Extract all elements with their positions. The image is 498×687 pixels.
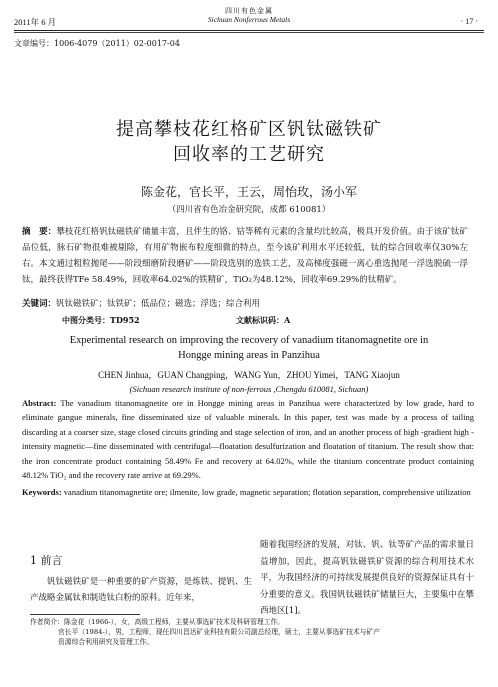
journal-name-en: Sichuan Nonferrous Metals bbox=[207, 15, 291, 24]
abstract-cn-text: 攀枝花红格钒钛磁铁矿储量丰富，且伴生的铬、钴等稀有元素的含量均比较高，极具开发价值。由于该矿钛矿品位低，脉石矿物很难被剔除，有用矿物嵌布粒度细微的特点，至今该矿利用水平还较低，钛的综合回收率仅30%左右。本文通过粗粒抛尾——阶段细磨阶段磨矿——阶段选别的选铁工艺，及高梯度强磁一离心重选抛尾一浮选脱硫一浮钛，最终获得TFe 58.49%，回收率64.02%的铁精矿，TiO₂为48.12%，回收率69.29%的钛精矿。 bbox=[22, 227, 468, 285]
title-line-1: 提高攀枝花红格矿区钒钛磁铁矿 bbox=[116, 119, 382, 140]
en-title-line-1: Experimental research on improving the recovery of vanadium titanomagnetite ore in bbox=[69, 335, 429, 346]
authors: 陈金花，官长平，王云，周怡玫，汤小军 bbox=[140, 185, 357, 199]
keywords-cn-text: 钒钛磁铁矿；钛铁矿；低品位；磁选；浮选；综合利用 bbox=[56, 299, 261, 309]
journal-name-cn: 四川有色金属 bbox=[225, 7, 273, 15]
keywords-en bbox=[22, 485, 474, 499]
article-number: 文章编号：1006-4079（2011）02-0017-04 bbox=[14, 39, 180, 48]
keywords-cn-label: 关键词： bbox=[22, 299, 57, 309]
page-number: · 17 · bbox=[460, 17, 478, 26]
header-rule bbox=[14, 30, 484, 31]
abstract-en-text: The vanadium titanomagnetite ore in Hongge mining areas in Panzihua were characterized by low grade, hard to eliminate gangue minerals, fine disseminated size of valuable minerals. In this paper, test was made by a process of tailing discarding at a coarser size, stage closed circuits grinding and stage selection of iron, and an another process of high -gradient high -intensity magnetic—fine disseminated with centrifugal—floatation desulfurization and floatation of titanium. The result show that: the iron concentrate product containing 58.49% Fe and recovery at 64.02%, while the titanium concentrate product containing 48.12% TiO₂ and the recovery rate arrive at 69.29%. bbox=[22, 398, 474, 481]
abstract-en-label: Abstract: bbox=[22, 398, 57, 408]
en-title-line-2: Hongge mining areas in Panzihua bbox=[178, 350, 320, 361]
section-heading: 1 前言 bbox=[30, 554, 63, 567]
footnote-rule bbox=[30, 614, 140, 615]
clc-number: 中图分类号：TD952 bbox=[62, 315, 140, 325]
body-left-text: 钒钛磁铁矿是一种重要的矿产资源，是炼铁、提钒、生产战略金属钛和制造钛白粉的原料。近年来， bbox=[30, 577, 252, 603]
footnote-line-1: 作者简介：陈金花（1966-），女，高级工程师，主要从事选矿技术及科研管理工作。 bbox=[30, 618, 285, 626]
keywords-cn bbox=[22, 296, 468, 312]
document-code: 文献标识码：A bbox=[236, 315, 291, 325]
keywords-en-label: Keywords: bbox=[22, 487, 62, 498]
en-authors: CHEN Jinhua，GUAN Changping，WANG Yun，ZHOU Yimei，TANG Xiaojun bbox=[98, 370, 400, 380]
keywords-en-text: vanadium titanomagnetite ore; ilmenite, low grade, magnetic separation; flotation separation, comprehensive utilization bbox=[61, 487, 471, 498]
title-line-2: 回收率的工艺研究 bbox=[173, 144, 325, 165]
abstract-cn bbox=[22, 224, 468, 288]
issue-date: 2011年 6 月 bbox=[14, 17, 57, 27]
footnote-line-2: 官长平（1984-），男，工程师，现任四川昌达矿业科技有限公司副总经理，硕士，主要从事选矿技术与矿产 bbox=[58, 628, 381, 636]
affiliation: （四川省有色冶金研究院，成都 610081） bbox=[167, 205, 331, 215]
en-affiliation: (Sichuan research institute of non-ferrous ,Chengdu 610081, Sichuan) bbox=[129, 384, 369, 394]
abstract-cn-label: 摘 要： bbox=[22, 227, 57, 237]
body-left-column bbox=[30, 574, 252, 606]
body-right-text: 随着我国经济的发展，对钛、钒、钛等矿产品的需求量日益增加，因此，提高钒钛磁铁矿资源的综合利用技术水平，为我国经济的可持续发展提供良好的资源保证具有十分重要的意义。我国钒钛磁铁矿储量巨大，主要集中在攀西地区[1]。 bbox=[260, 540, 474, 616]
header-rule-thin bbox=[14, 32, 484, 33]
footnote-line-3: 资源综合利用研究及管理工作。 bbox=[58, 638, 154, 646]
body-right-column bbox=[260, 537, 474, 620]
footnote bbox=[30, 617, 474, 647]
abstract-en bbox=[22, 396, 474, 500]
